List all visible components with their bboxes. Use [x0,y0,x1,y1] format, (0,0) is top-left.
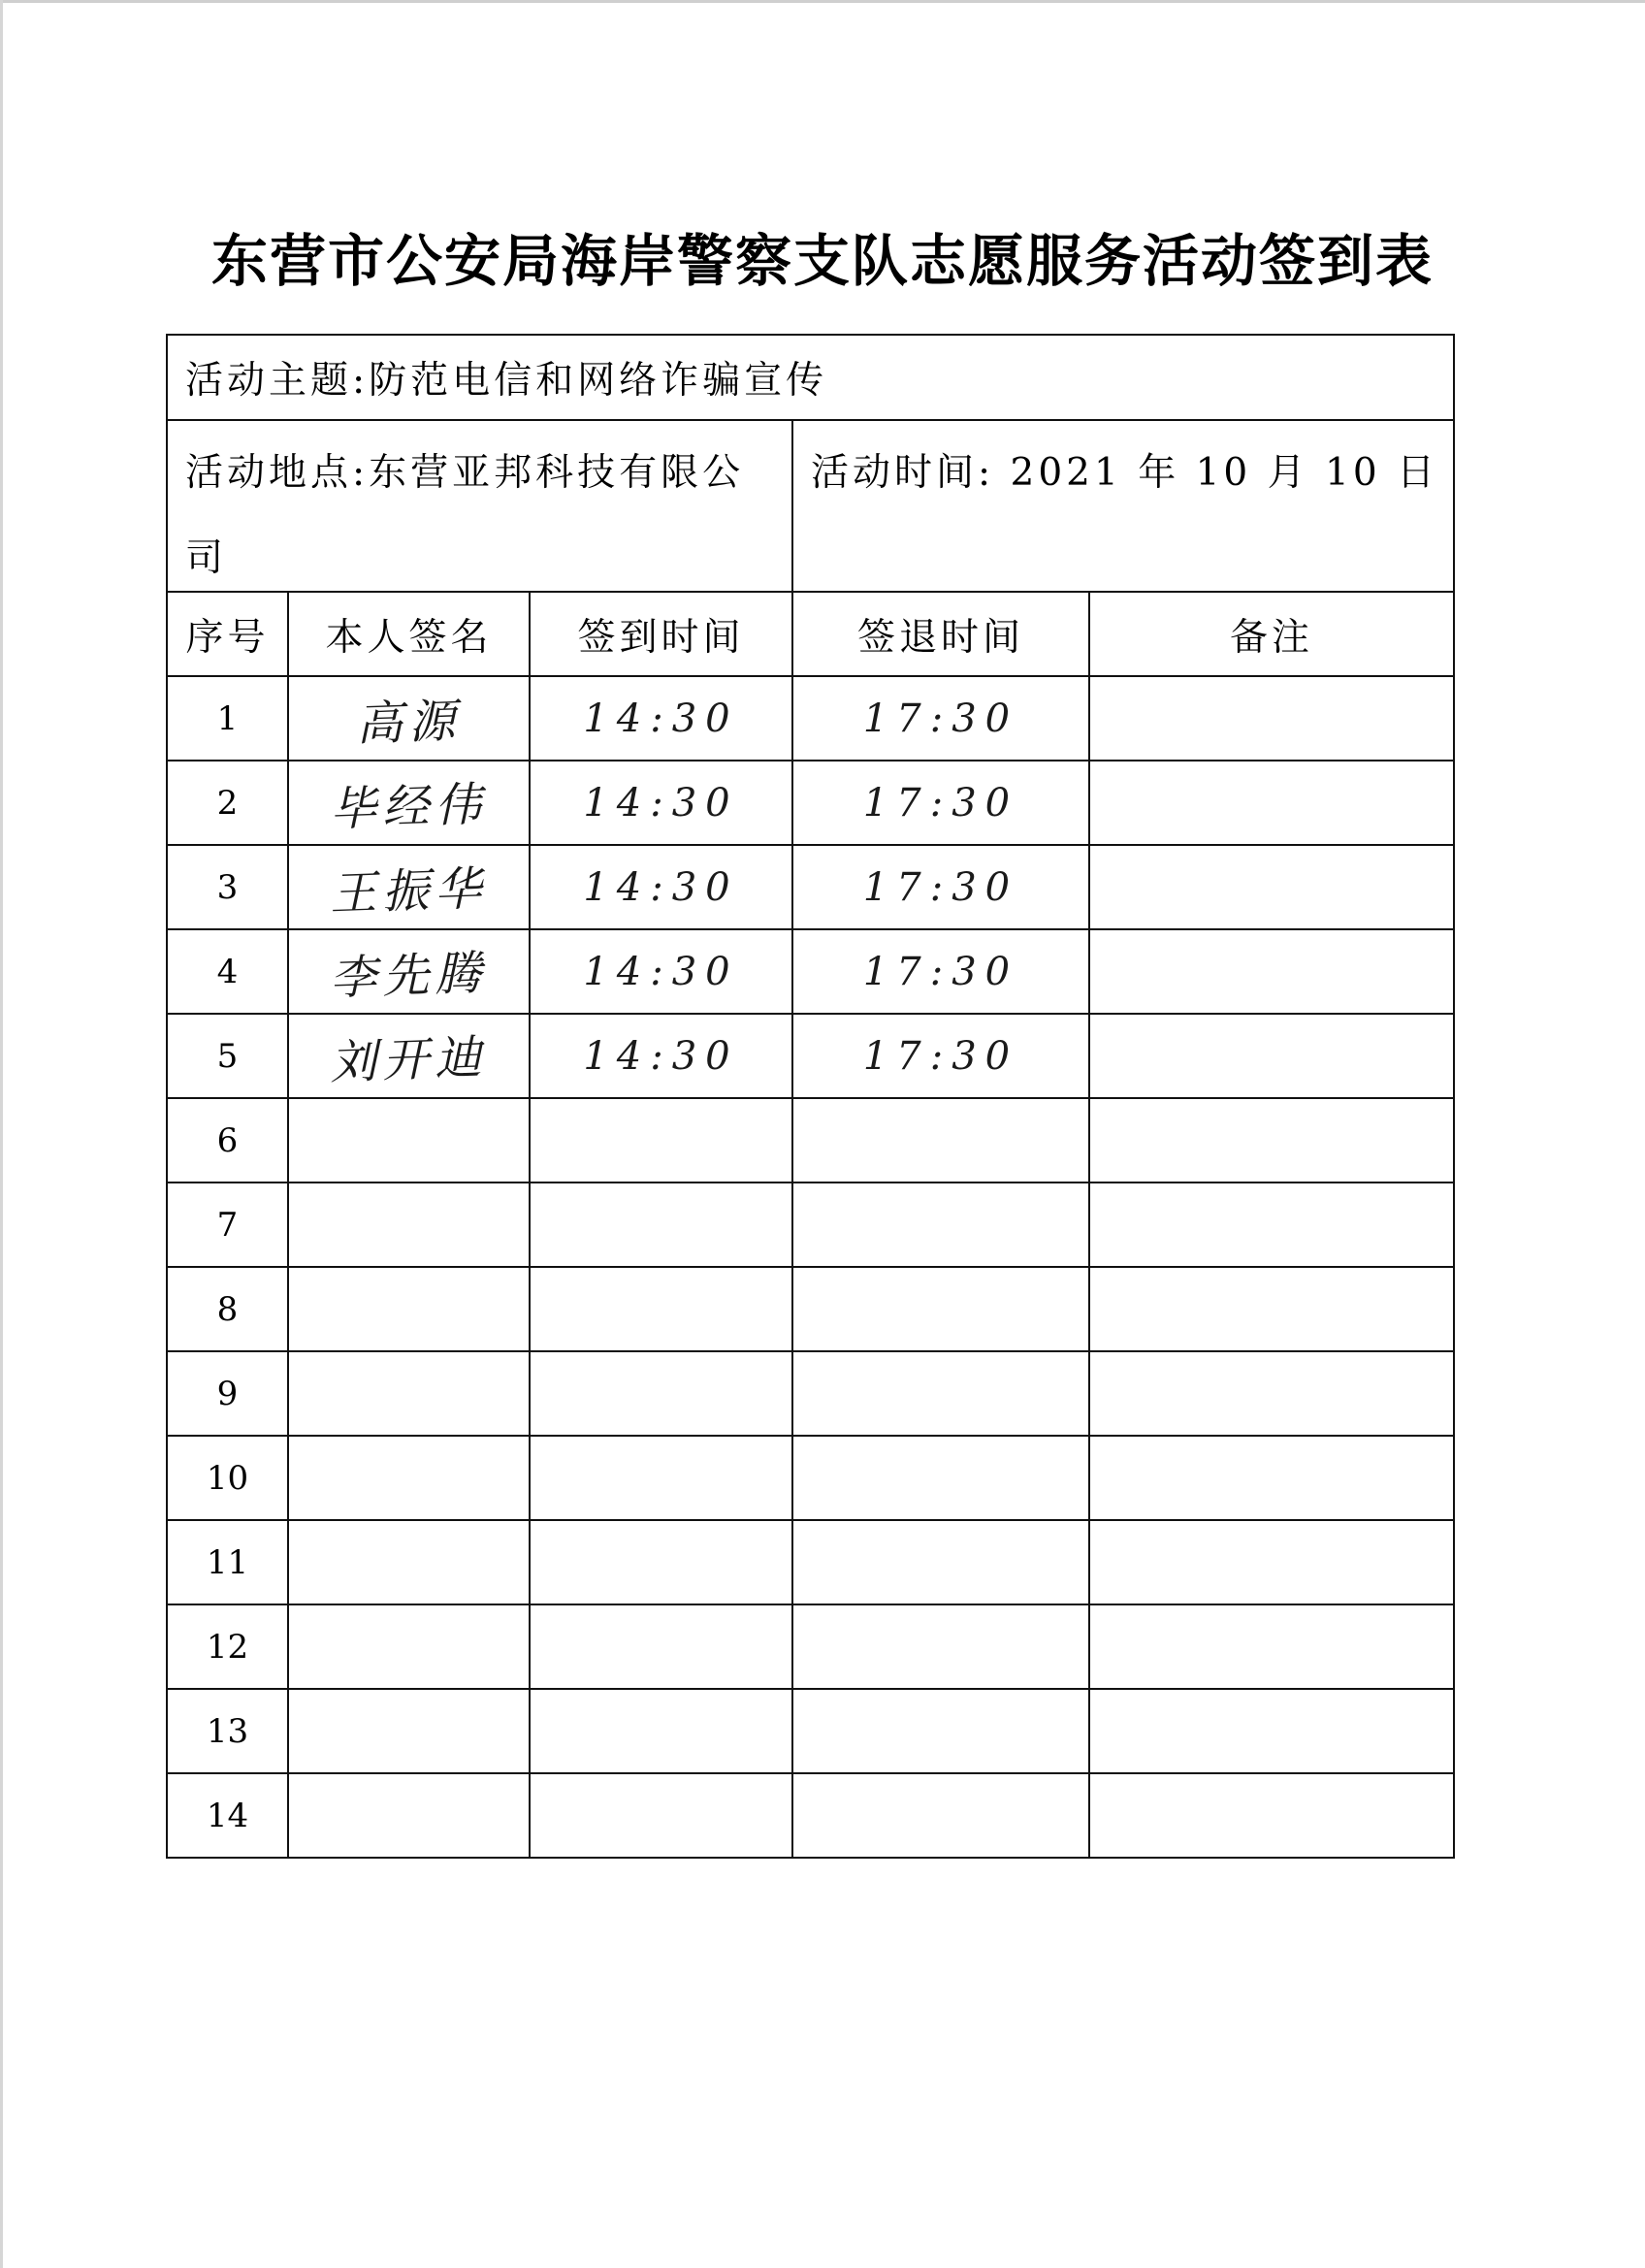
table-row [168,845,1453,929]
signature-cell [288,929,530,1014]
remarks-cell [1089,1098,1453,1183]
row-number-cell: 2 [168,761,288,845]
signature-cell [288,1689,530,1773]
sign-out-time-cell [792,845,1089,929]
handwritten-time: 17:30 [862,949,1019,994]
row-number-cell: 5 [168,1014,288,1098]
row-number-cell: 10 [168,1436,288,1520]
row-number-cell: 9 [168,1351,288,1436]
sign-out-time-cell [792,1014,1089,1098]
sign-in-time-cell [530,1773,792,1857]
table-row [168,1520,1453,1604]
page-title: 东营市公安局海岸警察支队志愿服务活动签到表 [210,228,1434,294]
signature-cell [288,676,530,761]
signature-cell [288,1183,530,1267]
activity-time-cell [793,421,1453,591]
handwritten-time: 14:30 [583,864,739,910]
row-number-cell: 3 [168,845,288,929]
handwritten-time: 14:30 [583,949,739,994]
row-number-cell: 13 [168,1689,288,1773]
handwritten-time: 14:30 [583,780,739,826]
signature-cell [288,1014,530,1098]
row-number-cell: 6 [168,1098,288,1183]
table-row [168,1773,1453,1857]
row-number-cell: 7 [168,1183,288,1267]
table-row [168,1014,1453,1098]
handwritten-signature: 李先腾 [329,946,489,1006]
table-header-row [168,593,1453,676]
remarks-cell [1089,1351,1453,1436]
signature-cell [288,1351,530,1436]
column-header-sign-in-time: 签到时间 [530,593,792,676]
table-row [168,1604,1453,1689]
row-number-cell: 8 [168,1267,288,1351]
handwritten-signature: 毕经伟 [329,777,489,837]
signature-cell [288,1520,530,1604]
column-header-signature: 本人签名 [288,593,530,676]
remarks-cell [1089,845,1453,929]
sign-out-time-cell [792,676,1089,761]
remarks-cell [1089,1183,1453,1267]
activity-location-row [168,421,1453,593]
sign-in-time-cell [530,761,792,845]
handwritten-signature: 高源 [355,694,463,752]
remarks-cell [1089,761,1453,845]
table-row [168,761,1453,845]
handwritten-time: 14:30 [583,696,739,741]
signature-cell [288,1436,530,1520]
activity-topic-row [168,336,1453,421]
remarks-cell [1089,1689,1453,1773]
remarks-cell [1089,1014,1453,1098]
activity-location-label: 活动地点: [185,451,370,495]
column-header-sign-out-time: 签退时间 [792,593,1089,676]
sign-in-time-cell [530,845,792,929]
activity-time-label: 活动时间: [811,451,995,495]
sign-in-time-cell [530,1183,792,1267]
sign-out-time-cell [792,929,1089,1014]
sign-in-time-cell [530,1098,792,1183]
row-number-cell: 11 [168,1520,288,1604]
attendance-table [168,593,1453,1857]
activity-topic-value: 防范电信和网络诈骗宣传 [369,359,828,403]
sign-out-time-cell [792,1689,1089,1773]
sign-in-time-cell [530,1436,792,1520]
signature-cell [288,761,530,845]
signature-cell [288,1773,530,1857]
activity-location-cell [168,421,793,591]
sign-in-time-cell [530,1014,792,1098]
sign-out-time-cell [792,1436,1089,1520]
sign-out-time-cell [792,1604,1089,1689]
table-row [168,929,1453,1014]
handwritten-signature: 王振华 [329,861,489,922]
handwritten-time: 14:30 [583,1033,739,1079]
sign-in-time-cell [530,929,792,1014]
table-row [168,676,1453,761]
row-number-cell: 14 [168,1773,288,1857]
remarks-cell [1089,929,1453,1014]
sign-out-time-cell [792,1520,1089,1604]
handwritten-time: 17:30 [862,696,1019,741]
signature-cell [288,845,530,929]
handwritten-time: 17:30 [862,1033,1019,1079]
sign-in-time-cell [530,1351,792,1436]
remarks-cell [1089,1267,1453,1351]
sign-out-time-cell [792,1267,1089,1351]
sign-out-time-cell [792,1183,1089,1267]
table-row [168,1098,1453,1183]
remarks-cell [1089,676,1453,761]
handwritten-time: 17:30 [862,780,1019,826]
sign-in-time-cell [530,1520,792,1604]
sign-in-time-cell [530,1267,792,1351]
remarks-cell [1089,1436,1453,1520]
scan-edge-top [0,0,1645,3]
row-number-cell: 12 [168,1604,288,1689]
handwritten-signature: 刘开迪 [329,1030,489,1090]
sign-in-time-cell [530,1604,792,1689]
sign-out-time-cell [792,1773,1089,1857]
table-row [168,1689,1453,1773]
handwritten-time: 17:30 [862,864,1019,910]
signature-cell [288,1267,530,1351]
sign-in-sheet [166,334,1455,1859]
sign-out-time-cell [792,1351,1089,1436]
table-row [168,1351,1453,1436]
sign-in-time-cell [530,1689,792,1773]
row-number-cell: 4 [168,929,288,1014]
table-row [168,1267,1453,1351]
remarks-cell [1089,1604,1453,1689]
table-row [168,1436,1453,1520]
signature-cell [288,1098,530,1183]
remarks-cell [1089,1773,1453,1857]
sign-out-time-cell [792,761,1089,845]
row-number-cell: 1 [168,676,288,761]
activity-topic-label: 活动主题: [185,359,370,403]
scan-edge-left [0,0,3,2268]
activity-location-value: 东营亚邦科技有限公司 [185,451,745,580]
column-header-remarks: 备注 [1089,593,1453,676]
remarks-cell [1089,1520,1453,1604]
attendance-rows [168,676,1453,1857]
column-header-number: 序号 [168,593,288,676]
activity-date-value: 2021 年 10 月 10 日 [1010,451,1439,495]
table-row [168,1183,1453,1267]
sign-in-time-cell [530,676,792,761]
sign-out-time-cell [792,1098,1089,1183]
signature-cell [288,1604,530,1689]
